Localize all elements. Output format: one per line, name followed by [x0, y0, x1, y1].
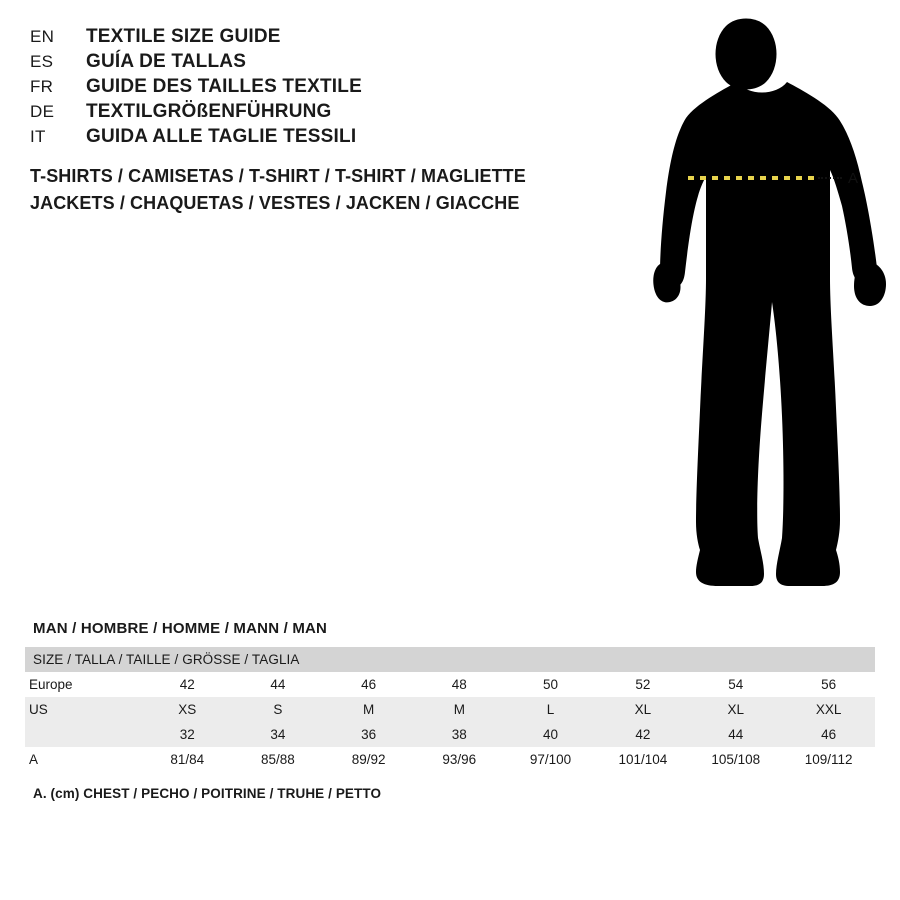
table-row	[25, 697, 875, 722]
table-band-header-label: SIZE / TALLA / TAILLE / GRÖSSE / TAGLIA	[25, 647, 875, 672]
table-cell: 48	[414, 672, 505, 697]
table-cell: 105/108	[689, 747, 782, 772]
table-cell: 42	[142, 672, 233, 697]
table-cell: 32	[142, 722, 233, 747]
size-table-section	[25, 620, 875, 801]
language-title: GUÍA DE TALLAS	[86, 51, 247, 72]
table-cell: 101/104	[596, 747, 689, 772]
table-cell: 44	[233, 672, 324, 697]
table-cell: 38	[414, 722, 505, 747]
table-cell: 93/96	[414, 747, 505, 772]
table-cell: 50	[505, 672, 597, 697]
table-cell: 56	[782, 672, 875, 697]
table-cell: 89/92	[323, 747, 414, 772]
table-cell: M	[323, 697, 414, 722]
garment-category-jackets: JACKETS / CHAQUETAS / VESTES / JACKEN / GIACCHE	[30, 193, 520, 213]
table-cell: S	[233, 697, 324, 722]
table-cell: 40	[505, 722, 597, 747]
table-cell: 109/112	[782, 747, 875, 772]
male-silhouette-figure	[600, 10, 890, 610]
table-cell: M	[414, 697, 505, 722]
measure-leader-line	[818, 177, 842, 179]
table-band-header-row	[25, 647, 875, 672]
language-title: TEXTILE SIZE GUIDE	[86, 26, 281, 47]
language-title: GUIDA ALLE TAGLIE TESSILI	[86, 126, 357, 147]
garment-category-tshirts: T-SHIRTS / CAMISETAS / T-SHIRT / T-SHIRT / MAGLIETTE	[30, 166, 526, 186]
language-row	[30, 26, 570, 48]
size-table	[25, 647, 875, 772]
table-footnote: A. (cm) CHEST / PECHO / POITRINE / TRUHE / PETTO	[33, 786, 382, 801]
language-code: EN	[30, 27, 55, 46]
table-cell: 36	[323, 722, 414, 747]
measure-label-a: A	[848, 170, 859, 187]
table-cell: 81/84	[142, 747, 233, 772]
table-cell: 42	[596, 722, 689, 747]
language-row	[30, 76, 570, 98]
table-cell: 97/100	[505, 747, 597, 772]
table-cell: 54	[689, 672, 782, 697]
table-cell: 44	[689, 722, 782, 747]
table-cell: 46	[323, 672, 414, 697]
table-cell: L	[505, 697, 597, 722]
language-title-list	[30, 26, 570, 151]
table-group-heading: MAN / HOMBRE / HOMME / MANN / MAN	[33, 620, 328, 637]
language-row	[30, 126, 570, 148]
table-cell: 34	[233, 722, 324, 747]
table-cell: XL	[689, 697, 782, 722]
language-code: FR	[30, 77, 54, 96]
table-cell: XXL	[782, 697, 875, 722]
row-label: A	[25, 747, 142, 772]
language-row	[30, 101, 570, 123]
table-cell: XS	[142, 697, 233, 722]
language-title: GUIDE DES TAILLES TEXTILE	[86, 76, 362, 97]
language-title: TEXTILGRÖßENFÜHRUNG	[86, 101, 332, 122]
table-row	[25, 672, 875, 697]
language-code: IT	[30, 127, 46, 146]
row-label: US	[25, 697, 142, 722]
silhouette-svg	[600, 10, 890, 610]
language-code: ES	[30, 52, 54, 71]
table-row	[25, 747, 875, 772]
language-code: DE	[30, 102, 55, 121]
language-row	[30, 51, 570, 73]
table-cell: XL	[596, 697, 689, 722]
row-label: Europe	[25, 672, 142, 697]
table-cell: 46	[782, 722, 875, 747]
garment-category-list	[30, 166, 590, 220]
table-cell: 52	[596, 672, 689, 697]
row-label	[25, 722, 142, 747]
table-row	[25, 722, 875, 747]
table-cell: 85/88	[233, 747, 324, 772]
